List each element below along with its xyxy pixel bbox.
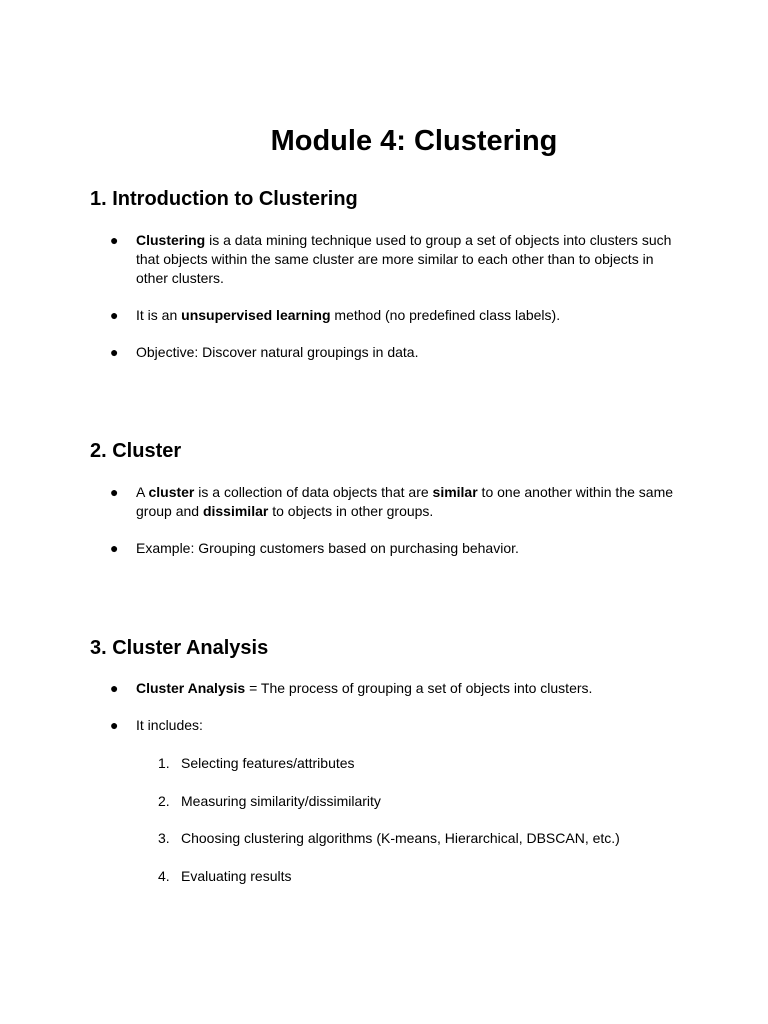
bullet-icon: ● xyxy=(110,717,119,733)
bold-term: Clustering xyxy=(136,232,206,248)
bullet-icon: ● xyxy=(110,680,119,696)
numbered-marker: 4. xyxy=(158,868,170,884)
section-heading-cluster-analysis: 3. Cluster Analysis xyxy=(90,637,269,659)
bullet-text xyxy=(136,343,676,362)
bullet-text xyxy=(136,483,676,521)
bullet-text xyxy=(136,716,676,735)
numbered-marker: 1. xyxy=(158,755,170,771)
numbered-text: Measuring similarity/dissimilarity xyxy=(181,793,381,809)
section-heading-introduction: 1. Introduction to Clustering xyxy=(90,188,358,210)
text-run: is a data mining technique used to group a set of objects into clusters such that objects within the same cluster are more similar to each other than to objects in other clusters. xyxy=(136,232,672,286)
bullet-text xyxy=(136,539,676,558)
text-run: to objects in other groups. xyxy=(268,503,434,519)
bold-term: cluster xyxy=(148,484,195,500)
bold-term: dissimilar xyxy=(202,503,269,519)
text-run: A xyxy=(136,484,149,500)
bold-term: unsupervised learning xyxy=(181,307,331,323)
numbered-text: Evaluating results xyxy=(181,868,292,884)
bullet-text xyxy=(136,306,676,325)
text-run: It is an xyxy=(136,307,182,323)
bullet-text xyxy=(136,679,676,698)
text-run: is a collection of data objects that are xyxy=(194,484,433,500)
numbered-text: Choosing clustering algorithms (K-means, Hierarchical, DBSCAN, etc.) xyxy=(181,830,620,846)
bullet-icon: ● xyxy=(110,232,119,248)
bullet-icon: ● xyxy=(110,484,119,500)
page-title: Module 4: Clustering xyxy=(270,125,558,157)
text-run: Objective: Discover natural groupings in data. xyxy=(136,344,419,360)
bold-term: Cluster Analysis xyxy=(136,680,246,696)
numbered-marker: 2. xyxy=(158,793,170,809)
bullet-text xyxy=(136,231,676,288)
text-run: It includes: xyxy=(136,717,203,733)
section-heading-cluster: 2. Cluster xyxy=(90,440,182,462)
bullet-icon: ● xyxy=(110,540,119,556)
bullet-icon: ● xyxy=(110,344,119,360)
text-run: = The process of grouping a set of objects into clusters. xyxy=(245,680,593,696)
text-run: method (no predefined class labels). xyxy=(330,307,561,323)
bold-term: similar xyxy=(432,484,478,500)
numbered-marker: 3. xyxy=(158,830,170,846)
numbered-text: Selecting features/attributes xyxy=(181,755,355,771)
bullet-icon: ● xyxy=(110,307,119,323)
text-run: to one another within the same group and xyxy=(136,484,674,519)
text-run: Example: Grouping customers based on purchasing behavior. xyxy=(136,540,519,556)
